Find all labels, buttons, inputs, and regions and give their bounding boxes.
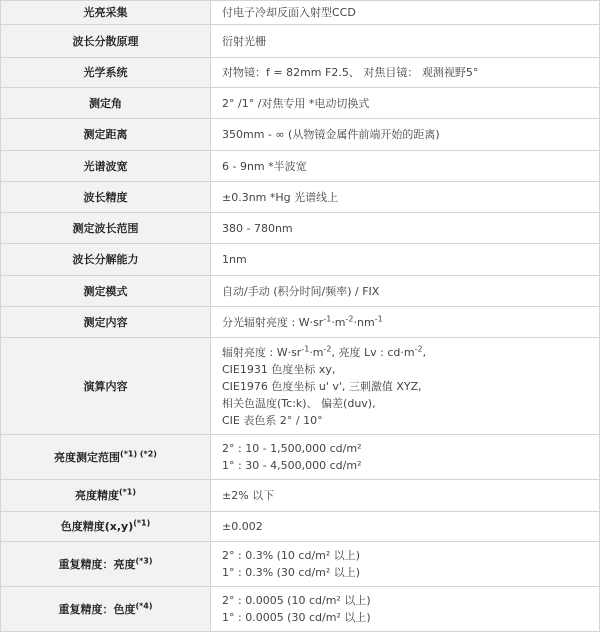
table-row	[1, 151, 600, 182]
table-row	[1, 480, 600, 512]
row-label: 测定模式	[1, 276, 211, 307]
table-row	[1, 58, 600, 88]
row-label: 光学系统	[1, 58, 211, 88]
row-label	[1, 435, 211, 480]
value-text: ·nm	[353, 315, 375, 329]
value-text: ,	[422, 345, 427, 359]
table-row	[1, 307, 600, 338]
row-value	[211, 435, 600, 480]
row-value: 6 - 9nm *半波宽	[211, 151, 600, 182]
row-value	[211, 338, 600, 435]
value-text: ·m	[331, 315, 346, 329]
value-text: 辐射亮度 : W·sr	[222, 345, 302, 359]
row-value: 付电子冷却反面入射型CCD	[211, 1, 600, 25]
row-value: ±0.3nm *Hg 光谱线上	[211, 182, 600, 213]
superscript: -1	[374, 313, 383, 323]
value-line: 2° : 0.0005 (10 cd/m² 以上)	[222, 594, 371, 607]
row-label: 演算内容	[1, 338, 211, 435]
row-value: 自动/手动 (积分时间/频率) / FIX	[211, 276, 600, 307]
table-row	[1, 587, 600, 632]
superscript: -1	[301, 343, 310, 353]
row-label: 测定内容	[1, 307, 211, 338]
label-text: 亮度精度	[74, 489, 119, 502]
row-value: 1nm	[211, 244, 600, 276]
row-label: 波长分散原理	[1, 25, 211, 58]
value-line: 2° : 0.3% (10 cd/m² 以上)	[222, 549, 361, 562]
row-value: 对物镜：f = 82mm F2.5、 对焦目镜： 观测视野5°	[211, 58, 600, 88]
row-label: 测定波长范围	[1, 213, 211, 244]
value-line: CIE 表色系 2° / 10°	[222, 413, 323, 427]
value-text: 分光辐射亮度 : W·sr	[222, 315, 324, 329]
table-row	[1, 512, 600, 542]
value-line: 2° : 10 - 1,500,000 cd/m²	[222, 442, 362, 455]
row-label: 波长分解能力	[1, 244, 211, 276]
value-line: 相关色温度(Tc:k)、 偏差(duv),	[222, 396, 376, 410]
table-row	[1, 1, 600, 25]
value-text: ·m	[309, 345, 324, 359]
row-label: 光亮采集	[1, 1, 211, 25]
row-label	[1, 542, 211, 587]
row-value: 350mm - ∞ (从物镜金属件前端开始的距离)	[211, 119, 600, 151]
row-value: 衍射光栅	[211, 25, 600, 58]
table-row	[1, 25, 600, 58]
row-label: 光谱波宽	[1, 151, 211, 182]
row-label: 波长精度	[1, 182, 211, 213]
row-value: ±2% 以下	[211, 480, 600, 512]
footnote-mark: (*4)	[135, 600, 153, 610]
row-label	[1, 512, 211, 542]
value-line: CIE1976 色度坐标 u' v', 三刺激值 XYZ,	[222, 379, 422, 393]
table-row	[1, 276, 600, 307]
row-value	[211, 542, 600, 587]
table-row	[1, 88, 600, 119]
superscript: -2	[323, 343, 332, 353]
superscript: -1	[323, 313, 332, 323]
value-line: CIE1931 色度坐标 xy,	[222, 362, 336, 376]
row-label: 测定距离	[1, 119, 211, 151]
row-label	[1, 587, 211, 632]
table-row	[1, 542, 600, 587]
table-row	[1, 182, 600, 213]
table-row	[1, 435, 600, 480]
value-line: 1° : 30 - 4,500,000 cd/m²	[222, 459, 362, 472]
row-value: ±0.002	[211, 512, 600, 542]
row-label: 测定角	[1, 88, 211, 119]
label-text: 亮度测定范围	[54, 450, 121, 464]
footnote-mark: (*3)	[135, 555, 153, 565]
footnote-mark: (*1) (*2)	[120, 448, 157, 458]
superscript: -2	[414, 343, 423, 353]
row-value: 2° /1° /对焦专用 *电动切换式	[211, 88, 600, 119]
superscript: -2	[345, 313, 354, 323]
table-row	[1, 213, 600, 244]
value-line: 1° : 0.0005 (30 cd/m² 以上)	[222, 611, 371, 624]
row-value	[211, 587, 600, 632]
row-label	[1, 480, 211, 512]
table-row	[1, 338, 600, 435]
value-line	[222, 344, 599, 361]
value-text: , 亮度 Lv : cd·m	[331, 345, 415, 359]
row-value	[211, 307, 600, 338]
label-text: 色度精度(x,y)	[60, 520, 134, 533]
table-row	[1, 119, 600, 151]
footnote-mark: (*1)	[133, 518, 151, 528]
table-row	[1, 244, 600, 276]
label-text: 重复精度：亮度	[58, 557, 136, 571]
label-text: 重复精度：色度	[58, 602, 136, 616]
footnote-mark: (*1)	[118, 487, 137, 497]
row-value: 380 - 780nm	[211, 213, 600, 244]
value-line: 1° : 0.3% (30 cd/m² 以上)	[222, 566, 361, 579]
